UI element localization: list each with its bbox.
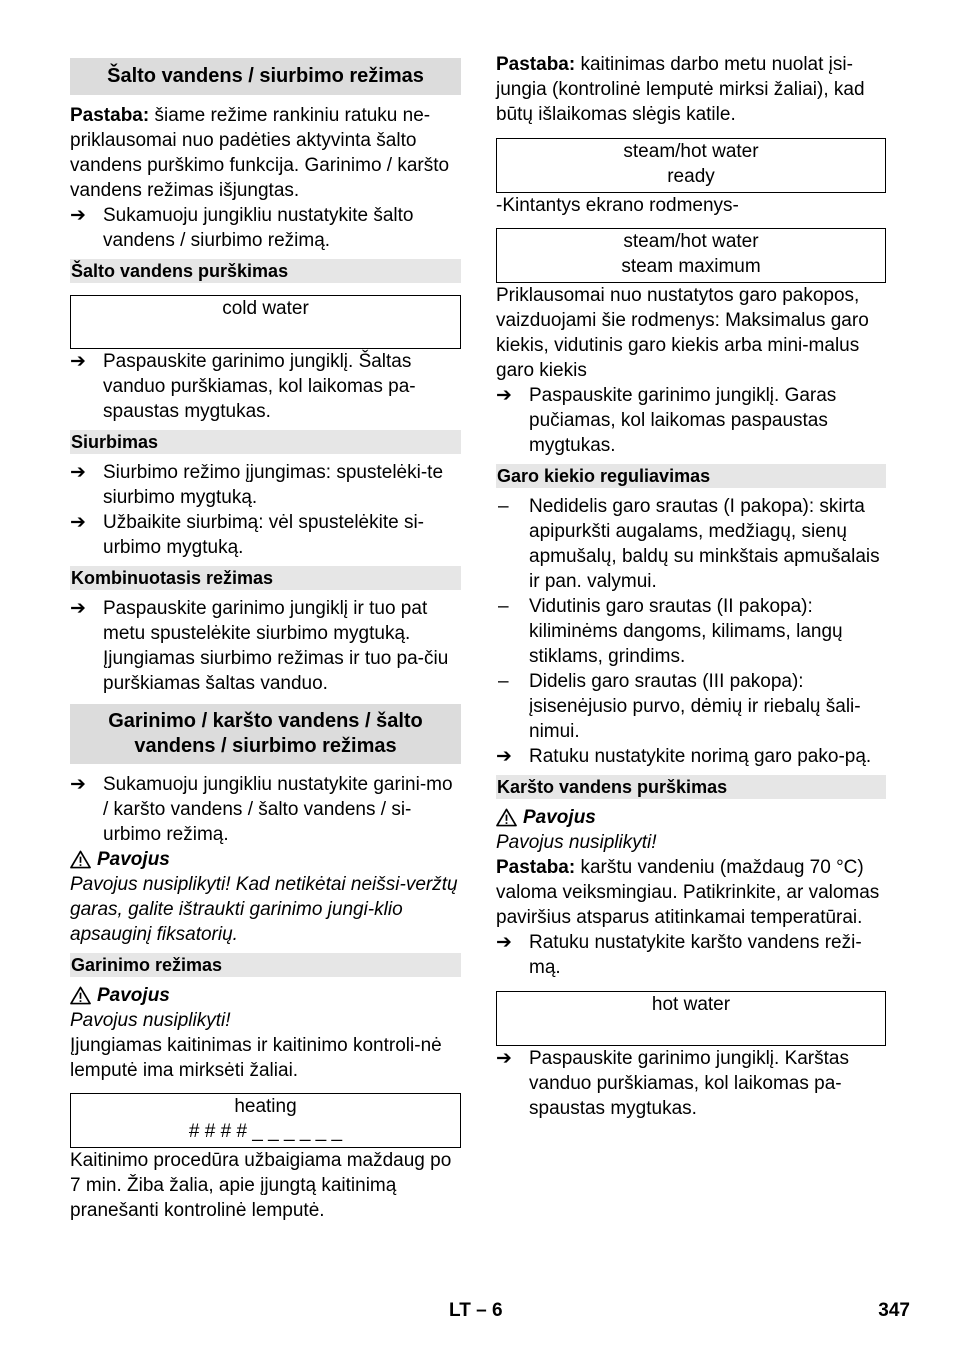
display-box-ready bbox=[496, 138, 886, 193]
display-box-cold-water bbox=[70, 295, 461, 349]
note-label: Pastaba: bbox=[496, 857, 576, 878]
step-set-steam-level bbox=[496, 744, 886, 769]
display-box-heating bbox=[70, 1093, 461, 1148]
step-text: Sukamuoju jungikliu nustatykite šalto vandens / siurbimo režimą. bbox=[103, 205, 414, 251]
list-item bbox=[496, 494, 886, 594]
arrow-icon: ➔ bbox=[496, 385, 512, 406]
step-text: Paspauskite garinimo jungiklį. Šaltas vanduo purškiamas, kol laikomas pa-spaustas mygtukas. bbox=[103, 351, 416, 422]
step-press-steam-switch-cold bbox=[70, 349, 461, 424]
arrow-icon: ➔ bbox=[70, 462, 86, 483]
heading-steam-regulation: Garo kiekio reguliavimas bbox=[496, 464, 886, 488]
danger-warning bbox=[70, 847, 461, 872]
danger-text: Pavojus nusiplikyti! bbox=[496, 832, 657, 853]
list-item-text: Vidutinis garo srautas (II pakopa): kiliminėms dangoms, kilimams, langų stiklams, grindims. bbox=[529, 596, 843, 667]
step-press-steam-switch bbox=[496, 383, 886, 458]
heading-combined-mode: Kombinuotasis režimas bbox=[70, 566, 461, 590]
danger-text: Pavojus nusiplikyti! bbox=[70, 1010, 231, 1031]
note-hot-water bbox=[496, 855, 886, 930]
heading-suction: Siurbimas bbox=[70, 430, 461, 454]
dash-icon: – bbox=[498, 671, 509, 692]
step-suction-on bbox=[70, 460, 461, 510]
arrow-icon: ➔ bbox=[70, 351, 86, 372]
footer-language: LT bbox=[449, 1300, 471, 1321]
step-text: Ratuku nustatykite karšto vandens reži-mą. bbox=[529, 932, 862, 978]
list-item bbox=[496, 669, 886, 744]
warning-triangle-icon bbox=[70, 986, 91, 1005]
step-combined bbox=[70, 596, 461, 696]
step-press-steam-switch-hot bbox=[496, 1046, 886, 1121]
display-line-1: steam/hot water bbox=[623, 231, 759, 252]
step-text: Ratuku nustatykite norimą garo pako-pą. bbox=[529, 746, 872, 767]
list-item-text: Didelis garo srautas (III pakopa): įsisenėjusio purvo, dėmių ir riebalų šali-nimui. bbox=[529, 671, 861, 742]
danger-text: Pavojus nusiplikyti! Kad netikėtai neišsi-veržtų garas, galite ištraukti garinimo jungi-klio apsauginį fiksatorių. bbox=[70, 874, 458, 945]
warning-triangle-icon bbox=[496, 808, 517, 827]
heading-cold-water-spray: Šalto vandens purškimas bbox=[70, 259, 461, 283]
display-line-2: steam maximum bbox=[621, 256, 761, 277]
display-text: hot water bbox=[651, 994, 731, 1015]
left-column bbox=[70, 52, 461, 1223]
danger-label: Pavojus bbox=[97, 985, 170, 1006]
display-line-2: ready bbox=[667, 166, 715, 187]
danger-label: Pavojus bbox=[97, 849, 170, 870]
arrow-icon: ➔ bbox=[70, 205, 86, 226]
display-line-2: # # # # _ _ _ _ _ _ bbox=[188, 1121, 343, 1142]
warning-triangle-icon bbox=[70, 850, 91, 869]
page-number: 347 bbox=[878, 1300, 910, 1321]
step-set-cold-mode bbox=[70, 203, 461, 253]
note-label: Pastaba: bbox=[496, 54, 576, 75]
step-text: Užbaikite siurbimą: vėl spustelėkite si-urbimo mygtuką. bbox=[103, 512, 425, 558]
list-item bbox=[496, 594, 886, 669]
heading-hot-water-spray: Karšto vandens purškimas bbox=[496, 775, 886, 799]
alternating-display-note: -Kintantys ekrano rodmenys- bbox=[496, 195, 739, 216]
danger-label: Pavojus bbox=[523, 807, 596, 828]
dash-icon: – bbox=[498, 596, 509, 617]
footer-section: – 6 bbox=[476, 1300, 503, 1321]
display-box-hot-water bbox=[496, 991, 886, 1046]
step-set-hot-water-mode bbox=[496, 930, 886, 980]
arrow-icon: ➔ bbox=[70, 512, 86, 533]
display-box-steam-max bbox=[496, 228, 886, 283]
note-text: kaitinimas darbo metu nuolat įsi-jungia (kontrolinė lemputė mirksi žaliai), kad būtų išlaikomas slėgis katile. bbox=[496, 54, 865, 125]
display-text: cold water bbox=[222, 298, 309, 319]
footer-language-section bbox=[449, 1298, 503, 1323]
note-text: karštu vandeniu (maždaug 70 °C) valoma veiksmingiau. Patikrinkite, ar valomas paviršius atsparus atitinkamai temperatūrai. bbox=[496, 857, 880, 928]
step-suction-off bbox=[70, 510, 461, 560]
display-line-1: steam/hot water bbox=[623, 141, 759, 162]
steam-levels-info: Priklausomai nuo nustatytos garo pakopos, vaizduojami šie rodmenys: Maksimalus garo kiekis, vidutinis garo kiekis arba mini-malus garo kiekis bbox=[496, 285, 869, 381]
display-line-1: heating bbox=[234, 1096, 297, 1117]
note-heating bbox=[496, 52, 886, 127]
danger-warning bbox=[496, 805, 886, 830]
note-cold-mode bbox=[70, 103, 461, 203]
step-text: Sukamuoju jungikliu nustatykite garini-mo / karšto vandens / šalto vandens / si-urbimo režimą. bbox=[103, 774, 453, 845]
heading-cold-water-suction-mode: Šalto vandens / siurbimo režimas bbox=[70, 58, 461, 95]
heading-steam-hot-cold-suction-mode: Garinimo / karšto vandens / šalto vandens / siurbimo režimas bbox=[70, 704, 461, 764]
arrow-icon: ➔ bbox=[496, 932, 512, 953]
step-text: Paspauskite garinimo jungiklį ir tuo pat metu spustelėkite siurbimo mygtuką. Įjungiamas siurbimo režimas ir tuo pa-čiu purškiamas šaltas vanduo. bbox=[103, 598, 449, 694]
heating-end-info: Kaitinimo procedūra užbaigiama maždaug po 7 min. Žiba žalia, apie įjungtą kaitinimą pranešanti kontrolinė lemputė. bbox=[70, 1150, 452, 1221]
step-text: Paspauskite garinimo jungiklį. Garas pučiamas, kol laikomas paspaustas mygtukas. bbox=[529, 385, 837, 456]
arrow-icon: ➔ bbox=[496, 1048, 512, 1069]
arrow-icon: ➔ bbox=[496, 746, 512, 767]
dash-icon: – bbox=[498, 496, 509, 517]
danger-warning bbox=[70, 983, 461, 1008]
arrow-icon: ➔ bbox=[70, 598, 86, 619]
note-text: šiame režime rankiniu ratuku ne-priklausomai nuo padėties aktyvinta šalto vandens purškimo funkcija. Garinimo / karšto vandens režimas išjungtas. bbox=[70, 105, 450, 201]
list-item-text: Nedidelis garo srautas (I pakopa): skirta apipurkšti augalams, medžiagų, sienų apmušalų, baldų su minkštais apmušalais ir pan. valymui. bbox=[529, 496, 880, 592]
right-column bbox=[496, 52, 886, 1121]
note-label: Pastaba: bbox=[70, 105, 150, 126]
step-text: Paspauskite garinimo jungiklį. Karštas vanduo purškiamas, kol laikomas pa-spaustas mygtukas. bbox=[529, 1048, 849, 1119]
arrow-icon: ➔ bbox=[70, 774, 86, 795]
heating-info: Įjungiamas kaitinimas ir kaitinimo kontroli-nė lemputė ima mirksėti žaliai. bbox=[70, 1035, 442, 1081]
step-text: Siurbimo režimo įjungimas: spustelėki-te siurbimo mygtuką. bbox=[103, 462, 444, 508]
heading-steam-mode: Garinimo režimas bbox=[70, 953, 461, 977]
step-set-steam-mode bbox=[70, 772, 461, 847]
